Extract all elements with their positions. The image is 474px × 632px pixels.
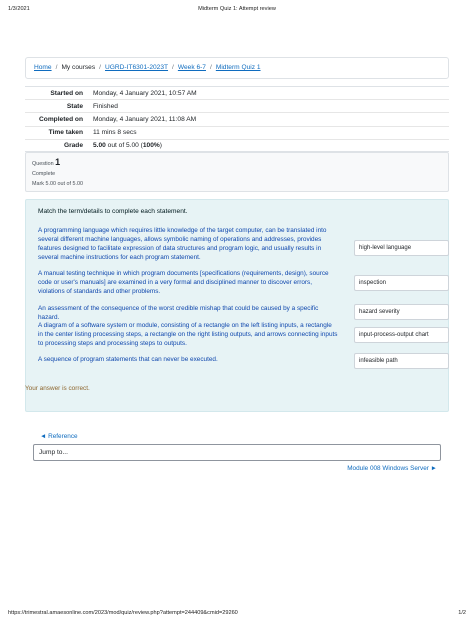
question-number-value: 1: [55, 157, 61, 167]
question-text: Match the term/details to complete each statement.: [38, 208, 188, 215]
match-answer-select[interactable]: hazard severity: [354, 304, 449, 320]
jump-to-select[interactable]: Jump to...: [33, 444, 441, 461]
grade-close: ): [159, 141, 162, 149]
match-answer-select[interactable]: high-level language: [354, 240, 449, 256]
match-answer-select[interactable]: inspection: [354, 275, 449, 291]
grade-percent: 100%: [142, 141, 160, 149]
attempt-summary-table: [25, 86, 449, 152]
question-number: [32, 157, 442, 167]
match-answer-select[interactable]: input-process-output chart: [354, 327, 449, 343]
question-feedback: Your answer is correct.: [25, 385, 90, 392]
summary-label: Started on: [50, 89, 83, 97]
breadcrumb-home[interactable]: Home: [34, 64, 52, 71]
match-statement: A diagram of a software system or module, consisting of a rectangle on the left listing inputs, a rectangle in the center listing processing steps, a rectangle on the right listing outputs, and arrows connecting inputs to processing steps and processing steps to outputs.: [38, 322, 338, 347]
breadcrumb-my-courses: My courses: [61, 64, 96, 71]
print-url: https://trimestral.amaesonline.com/2023/mod/quiz/review.php?attempt=244409&cmid=29260: [8, 610, 238, 616]
print-footer: [8, 610, 466, 620]
breadcrumb-separator: /: [172, 64, 174, 71]
breadcrumb-separator: /: [99, 64, 101, 71]
summary-row-grade: [25, 139, 449, 152]
grade-score: 5.00: [93, 141, 106, 149]
print-title: Midterm Quiz 1: Attempt review: [198, 6, 276, 12]
prev-activity-link[interactable]: ◄ Reference: [40, 433, 78, 440]
question-state: Complete: [32, 171, 56, 177]
question-label: Question: [32, 161, 54, 167]
print-page-number: 1/2: [458, 610, 466, 616]
summary-row-started: [25, 86, 449, 99]
summary-label: Time taken: [48, 129, 83, 137]
summary-value: 11 mins 8 secs: [93, 129, 137, 137]
breadcrumb-course[interactable]: UGRD-IT6301-2023T: [105, 64, 169, 71]
breadcrumb-week[interactable]: Week 6-7: [177, 64, 206, 71]
summary-label: Completed on: [39, 115, 83, 123]
breadcrumb-quiz[interactable]: Midterm Quiz 1: [215, 64, 261, 71]
breadcrumb-separator: /: [55, 64, 58, 71]
grade-out-of: out of 5.00 (: [105, 141, 143, 149]
summary-row-state: [25, 99, 449, 112]
match-statement: A manual testing technique in which program documents [specifications (requirements, design), source code or user's manuals] are examined in a very formal and disciplined manner to discover errors, violations of standards and other problems.: [38, 270, 329, 295]
question-info-box: [25, 152, 449, 192]
question-content-box: [25, 199, 449, 412]
breadcrumb-separator: /: [209, 64, 212, 71]
summary-value: Monday, 4 January 2021, 11:08 AM: [93, 115, 197, 123]
print-header: [8, 6, 466, 16]
match-statement: A sequence of program statements that can never be executed.: [38, 356, 218, 363]
print-date: 1/3/2021: [8, 6, 30, 12]
question-mark: Mark 5.00 out of 5.00: [32, 181, 83, 187]
summary-label: Grade: [63, 141, 83, 149]
summary-value: Finished: [93, 102, 118, 110]
match-statement: An assessment of the consequence of the worst credible mishap that could be caused by a specific hazard.: [38, 305, 319, 321]
summary-value: Monday, 4 January 2021, 10:57 AM: [93, 89, 197, 97]
summary-row-time: [25, 126, 449, 139]
summary-label: State: [66, 102, 83, 110]
match-statement: A programming language which requires little knowledge of the target computer, can be translated into several different machine languages, allows symbolic naming of operations and addresses, provides features designed to facilitate expression of data structures and program logic, and usually results in several machine instructions for each program statement.: [38, 227, 327, 261]
summary-value-grade: [89, 142, 162, 149]
summary-row-completed: [25, 112, 449, 125]
next-activity-link[interactable]: Module 008 Windows Server ►: [347, 465, 437, 472]
match-answer-select[interactable]: infeasible path: [354, 353, 449, 369]
breadcrumb: [25, 57, 449, 79]
